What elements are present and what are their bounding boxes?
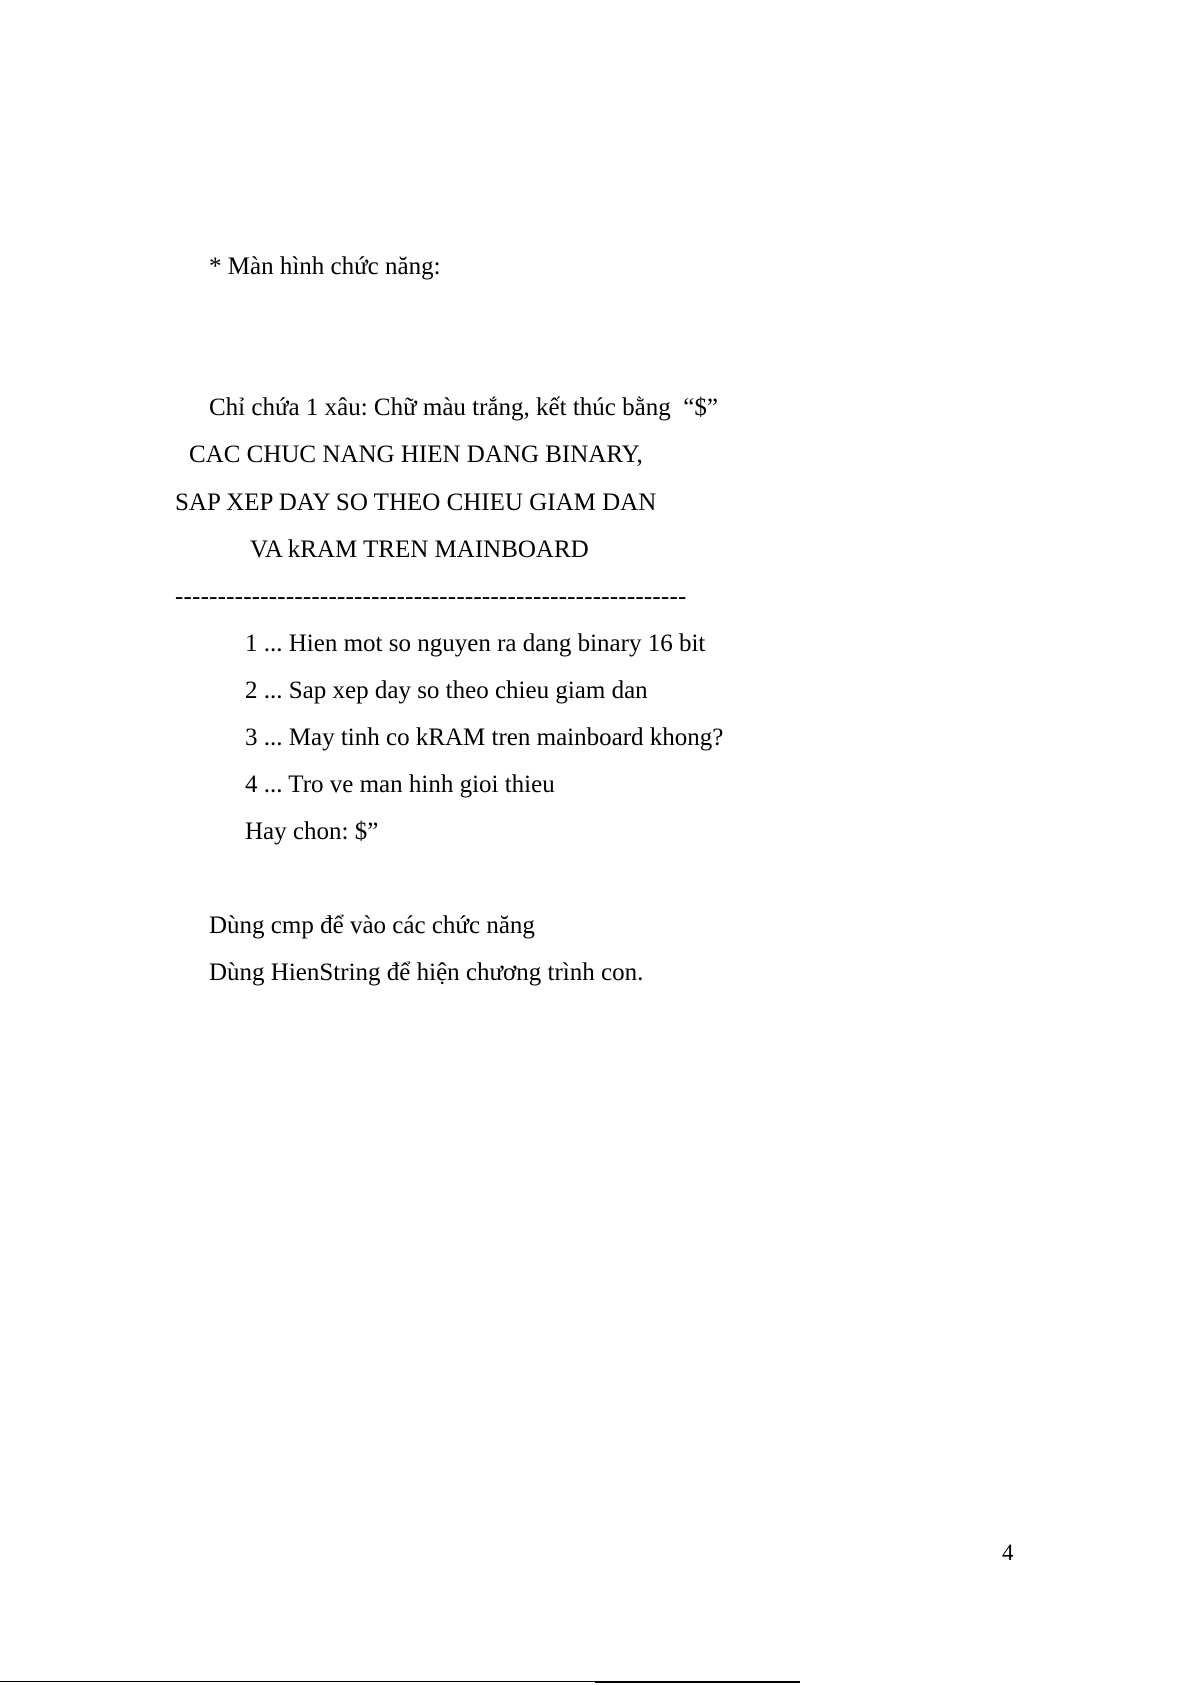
console-separator: ------------------------------------------------------------ bbox=[175, 583, 687, 610]
menu-item-4: 4 ... Tro ve man hinh gioi thieu bbox=[245, 771, 555, 798]
menu-prompt: Hay chon: $” bbox=[245, 818, 379, 845]
console-title-line-1: CAC CHUC NANG HIEN DANG BINARY, bbox=[189, 441, 643, 468]
note-line-2: Dùng HienString để hiện chương trình con. bbox=[209, 959, 644, 986]
section-heading: * Màn hình chức năng: bbox=[209, 253, 441, 280]
note-line-1: Dùng cmp để vào các chức năng bbox=[209, 912, 535, 939]
screen-description: Chỉ chứa 1 xâu: Chữ màu trắng, kết thúc bằng “$” bbox=[209, 394, 718, 421]
page-number: 4 bbox=[1002, 1540, 1014, 1565]
console-title-line-2: SAP XEP DAY SO THEO CHIEU GIAM DAN bbox=[175, 489, 657, 516]
footer-rule-accent bbox=[595, 1681, 800, 1683]
menu-item-1: 1 ... Hien mot so nguyen ra dang binary 16 bit bbox=[245, 630, 706, 657]
menu-item-3: 3 ... May tinh co kRAM tren mainboard khong? bbox=[245, 724, 724, 751]
menu-item-2: 2 ... Sap xep day so theo chieu giam dan bbox=[245, 677, 648, 704]
console-title-line-3: VA kRAM TREN MAINBOARD bbox=[250, 536, 589, 563]
